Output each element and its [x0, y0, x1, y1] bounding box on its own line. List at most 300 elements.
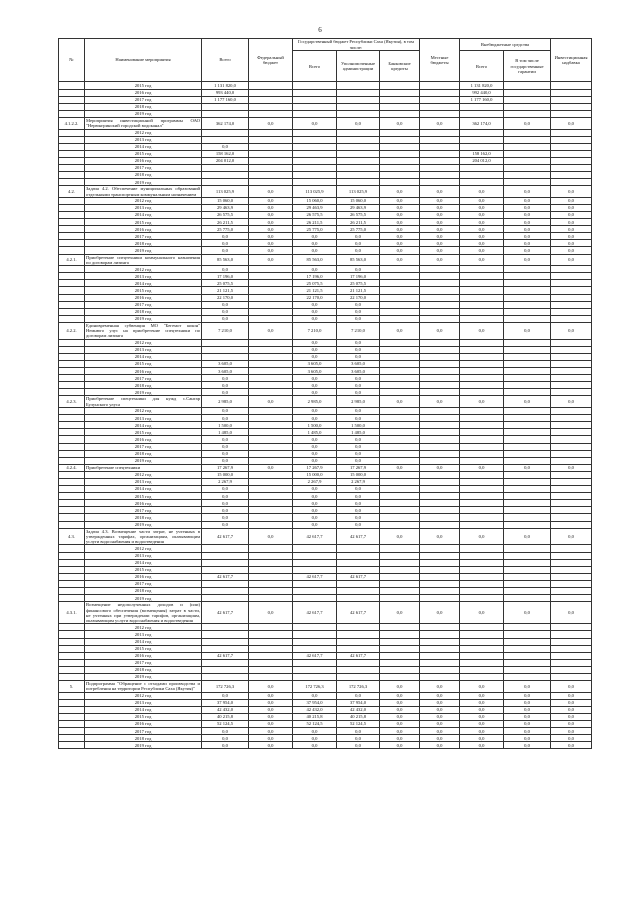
table-cell	[551, 521, 592, 528]
table-cell: 0,0	[202, 315, 249, 322]
table-cell	[249, 368, 293, 375]
table-cell: 0,0	[420, 699, 460, 706]
table-cell	[504, 164, 551, 171]
table-cell: 0,0	[380, 699, 420, 706]
table-cell: 26 575,5	[337, 212, 380, 219]
table-cell: 2012 год	[85, 624, 202, 631]
table-cell: 0,0	[551, 240, 592, 247]
table-cell	[380, 429, 420, 436]
table-cell	[460, 436, 504, 443]
table-cell	[460, 471, 504, 478]
table-cell	[337, 674, 380, 681]
table-cell	[337, 96, 380, 103]
table-cell	[460, 631, 504, 638]
table-cell: 2018 год	[85, 240, 202, 247]
table-cell: 0,0	[249, 240, 293, 247]
table-cell: 0,0	[293, 415, 337, 422]
table-cell: 0,0	[380, 204, 420, 211]
table-cell	[420, 429, 460, 436]
table-cell: 2014 год	[85, 143, 202, 150]
table-cell	[249, 652, 293, 659]
table-cell	[551, 559, 592, 566]
table-cell: 0,0	[420, 464, 460, 471]
table-cell	[420, 89, 460, 96]
table-cell	[249, 164, 293, 171]
table-cell	[293, 103, 337, 110]
table-cell: 0,0	[249, 742, 293, 749]
table-cell: 2012 год	[85, 129, 202, 136]
table-row	[59, 666, 592, 673]
table-cell: 0,0	[293, 436, 337, 443]
table-cell	[202, 103, 249, 110]
table-cell: 1 485,0	[202, 429, 249, 436]
table-cell	[460, 315, 504, 322]
table-cell	[504, 408, 551, 415]
table-cell	[551, 624, 592, 631]
table-cell: 0,0	[420, 322, 460, 339]
table-cell	[504, 294, 551, 301]
table-cell	[380, 103, 420, 110]
table-cell	[59, 674, 85, 681]
table-cell	[380, 301, 420, 308]
table-cell	[420, 638, 460, 645]
table-cell	[249, 552, 293, 559]
table-cell: 0,0	[202, 500, 249, 507]
table-cell	[380, 645, 420, 652]
table-cell: 2018 год	[85, 514, 202, 521]
table-cell: 0,0	[249, 528, 293, 545]
table-cell	[504, 450, 551, 457]
table-cell: 2017 год	[85, 728, 202, 735]
table-cell: 0,0	[460, 226, 504, 233]
table-row	[59, 96, 592, 103]
table-cell	[380, 507, 420, 514]
table-cell: 362 174,0	[202, 117, 249, 129]
table-cell	[504, 666, 551, 673]
table-cell: 0,0	[504, 699, 551, 706]
table-cell	[337, 150, 380, 157]
table-cell	[380, 566, 420, 573]
table-cell: 17 267,9	[293, 464, 337, 471]
table-cell: 0,0	[380, 735, 420, 742]
table-row	[59, 471, 592, 478]
table-cell	[59, 692, 85, 699]
table-cell: 0,0	[460, 706, 504, 713]
table-cell	[504, 308, 551, 315]
table-cell: 22 170,0	[202, 294, 249, 301]
table-cell	[460, 580, 504, 587]
table-cell	[380, 164, 420, 171]
table-cell	[337, 82, 380, 89]
table-cell	[380, 361, 420, 368]
table-row	[59, 353, 592, 360]
table-cell	[504, 624, 551, 631]
table-cell: 0,0	[504, 233, 551, 240]
table-row	[59, 179, 592, 186]
table-cell: 0,0	[551, 254, 592, 266]
table-cell	[202, 666, 249, 673]
table-cell: 4.2.2.	[59, 322, 85, 339]
table-cell	[202, 545, 249, 552]
table-cell: 0,0	[202, 521, 249, 528]
table-cell: 2 985,0	[293, 396, 337, 408]
table-cell: 42 617,7	[337, 652, 380, 659]
table-cell: 0,0	[337, 728, 380, 735]
table-cell	[504, 500, 551, 507]
table-row	[59, 389, 592, 396]
table-cell	[202, 353, 249, 360]
page-number: 6	[318, 26, 322, 34]
table-row	[59, 233, 592, 240]
table-cell	[59, 82, 85, 89]
table-cell: 0,0	[202, 514, 249, 521]
table-cell	[380, 471, 420, 478]
table-cell: 1 177 160,0	[202, 96, 249, 103]
table-cell	[337, 164, 380, 171]
table-cell: 0,0	[380, 197, 420, 204]
table-cell	[59, 559, 85, 566]
table-cell	[460, 375, 504, 382]
table-cell	[460, 308, 504, 315]
table-cell	[551, 301, 592, 308]
table-cell: 0,0	[460, 721, 504, 728]
table-cell	[504, 315, 551, 322]
table-header	[59, 39, 592, 82]
table-cell: 0,0	[293, 450, 337, 457]
table-cell: 0,0	[420, 706, 460, 713]
table-cell	[59, 164, 85, 171]
table-cell: 3 605,0	[293, 361, 337, 368]
table-cell	[59, 514, 85, 521]
table-cell: 4.3.	[59, 528, 85, 545]
table-cell	[380, 315, 420, 322]
table-cell: 0,0	[249, 226, 293, 233]
table-cell	[504, 389, 551, 396]
table-cell	[460, 500, 504, 507]
table-cell: 4.2.4.	[59, 464, 85, 471]
table-cell	[551, 666, 592, 673]
table-cell	[59, 233, 85, 240]
table-cell	[59, 346, 85, 353]
table-cell: 0,0	[293, 457, 337, 464]
table-cell	[504, 514, 551, 521]
table-cell	[59, 89, 85, 96]
table-row	[59, 89, 592, 96]
table-cell: 0,0	[551, 464, 592, 471]
table-cell: 42 432,0	[202, 706, 249, 713]
table-cell	[249, 361, 293, 368]
table-row	[59, 150, 592, 157]
table-cell: 0,0	[380, 706, 420, 713]
table-cell	[551, 588, 592, 595]
table-cell: 25 075,5	[293, 280, 337, 287]
table-cell: 17 196,0	[202, 273, 249, 280]
table-cell	[504, 266, 551, 273]
table-cell	[460, 507, 504, 514]
table-cell: 2013 год	[85, 552, 202, 559]
table-cell: 0,0	[504, 254, 551, 266]
table-cell	[249, 339, 293, 346]
table-cell	[59, 301, 85, 308]
table-cell	[380, 624, 420, 631]
table-cell: 17 196,0	[337, 273, 380, 280]
table-cell: 0,0	[380, 233, 420, 240]
table-cell: 5.	[59, 681, 85, 693]
table-cell	[460, 493, 504, 500]
table-cell	[504, 457, 551, 464]
table-row	[59, 204, 592, 211]
table-cell	[504, 82, 551, 89]
table-cell: 26 211,5	[337, 219, 380, 226]
table-cell	[460, 478, 504, 485]
table-cell: 0,0	[504, 721, 551, 728]
table-cell	[249, 580, 293, 587]
table-cell: 0,0	[293, 408, 337, 415]
table-cell	[460, 136, 504, 143]
table-cell: 0,0	[202, 493, 249, 500]
table-cell: 0,0	[460, 728, 504, 735]
table-row	[59, 507, 592, 514]
table-cell: 0,0	[551, 735, 592, 742]
table-cell: 2014 год	[85, 638, 202, 645]
table-cell	[420, 353, 460, 360]
table-cell	[551, 436, 592, 443]
table-cell: 0,0	[337, 408, 380, 415]
table-cell: 0,0	[249, 117, 293, 129]
table-cell	[380, 389, 420, 396]
table-cell	[551, 96, 592, 103]
table-cell: 2015 год	[85, 287, 202, 294]
table-cell: 0,0	[460, 197, 504, 204]
table-body	[59, 82, 592, 749]
table-cell	[380, 580, 420, 587]
table-cell	[551, 415, 592, 422]
table-cell	[202, 638, 249, 645]
table-cell: 21 121,5	[293, 287, 337, 294]
table-cell: 2015 год	[85, 713, 202, 720]
table-cell	[59, 552, 85, 559]
table-cell	[293, 552, 337, 559]
table-cell	[551, 382, 592, 389]
table-cell	[249, 82, 293, 89]
table-cell	[202, 136, 249, 143]
table-cell: 0,0	[551, 322, 592, 339]
table-cell: 2018 год	[85, 588, 202, 595]
table-cell	[551, 638, 592, 645]
table-cell: 0,0	[337, 507, 380, 514]
table-row	[59, 157, 592, 164]
table-cell	[337, 638, 380, 645]
table-cell	[460, 301, 504, 308]
table-cell	[504, 443, 551, 450]
table-cell: 0,0	[337, 346, 380, 353]
table-cell: 0,0	[551, 699, 592, 706]
table-cell: 0,0	[337, 493, 380, 500]
table-cell: 2018 год	[85, 308, 202, 315]
table-cell: 0,0	[337, 247, 380, 254]
table-cell	[551, 273, 592, 280]
table-cell	[380, 486, 420, 493]
table-cell: 2 985,0	[202, 396, 249, 408]
table-cell: 42 617,7	[293, 602, 337, 624]
section-row	[59, 528, 592, 545]
table-cell	[504, 143, 551, 150]
table-cell	[420, 361, 460, 368]
table-cell: 0,0	[337, 233, 380, 240]
table-cell: 0,0	[460, 692, 504, 699]
table-cell	[59, 713, 85, 720]
table-cell	[420, 595, 460, 602]
table-cell: 0,0	[420, 713, 460, 720]
table-cell	[249, 443, 293, 450]
table-cell: 0,0	[420, 742, 460, 749]
header-state-bank: Банковские кредиты	[380, 51, 420, 82]
table-cell: 25 775,0	[293, 226, 337, 233]
table-cell: 0,0	[504, 528, 551, 545]
table-cell	[293, 624, 337, 631]
table-cell: 42 617,7	[337, 573, 380, 580]
table-cell: 0,0	[504, 226, 551, 233]
table-cell: 204 012,0	[202, 157, 249, 164]
header-federal: Федеральный бюджет	[249, 39, 293, 82]
table-cell: 0,0	[460, 528, 504, 545]
table-cell: 0,0	[202, 436, 249, 443]
table-cell: 15 060,0	[202, 197, 249, 204]
table-cell	[59, 493, 85, 500]
section-row	[59, 602, 592, 624]
table-cell	[460, 486, 504, 493]
table-cell: 2016 год	[85, 436, 202, 443]
table-cell: 0,0	[293, 315, 337, 322]
table-cell: 0,0	[460, 322, 504, 339]
table-cell	[293, 164, 337, 171]
table-cell: 0,0	[293, 728, 337, 735]
table-cell: 52 124,5	[337, 721, 380, 728]
table-cell: 0,0	[202, 308, 249, 315]
table-cell: Задача 4.3. Возмещение части затрат, не учтенных в утвержденных тарифах, организациям, оказывающим услуги водоснабжения и водоотведения	[86, 528, 200, 545]
table-cell: 0,0	[249, 735, 293, 742]
table-cell	[504, 368, 551, 375]
table-cell: 2019 год	[85, 315, 202, 322]
table-cell	[420, 631, 460, 638]
table-cell	[293, 82, 337, 89]
table-cell	[460, 559, 504, 566]
table-cell	[504, 150, 551, 157]
table-cell: 52 124,5	[293, 721, 337, 728]
table-cell	[337, 595, 380, 602]
table-cell	[460, 110, 504, 117]
table-cell: 0,0	[551, 197, 592, 204]
table-row	[59, 408, 592, 415]
table-cell	[249, 150, 293, 157]
table-cell: 2016 год	[85, 500, 202, 507]
table-cell	[380, 521, 420, 528]
table-cell: 1 485,0	[337, 429, 380, 436]
table-cell: 2012 год	[85, 339, 202, 346]
table-cell	[551, 652, 592, 659]
table-cell	[551, 136, 592, 143]
table-cell	[380, 382, 420, 389]
table-cell	[380, 110, 420, 117]
table-cell	[337, 136, 380, 143]
table-cell	[460, 382, 504, 389]
table-cell	[460, 545, 504, 552]
table-cell	[460, 346, 504, 353]
table-cell: 0,0	[420, 681, 460, 693]
table-cell: 0,0	[551, 233, 592, 240]
table-row	[59, 692, 592, 699]
table-cell	[504, 157, 551, 164]
table-cell: 2017 год	[85, 233, 202, 240]
table-cell: 0,0	[551, 728, 592, 735]
table-cell: 2017 год	[85, 507, 202, 514]
table-cell: Приобретение спецтехники коммунального назначения по договорам лизинга	[86, 254, 200, 265]
table-cell: 2019 год	[85, 595, 202, 602]
table-cell	[249, 588, 293, 595]
table-cell	[380, 129, 420, 136]
table-cell	[420, 408, 460, 415]
table-cell: 25 775,0	[202, 226, 249, 233]
table-cell	[249, 266, 293, 273]
table-cell: 15 000,0	[202, 471, 249, 478]
table-cell: 0,0	[249, 699, 293, 706]
table-cell	[420, 450, 460, 457]
table-cell	[380, 595, 420, 602]
table-cell: 0,0	[420, 212, 460, 219]
table-cell: 0,0	[420, 396, 460, 408]
table-cell: 0,0	[460, 602, 504, 624]
table-cell: 0,0	[420, 602, 460, 624]
table-cell	[293, 588, 337, 595]
table-row	[59, 464, 592, 471]
table-cell: 1 500,0	[202, 422, 249, 429]
table-cell: 2019 год	[85, 389, 202, 396]
table-cell	[59, 666, 85, 673]
table-cell	[380, 666, 420, 673]
table-cell: 0,0	[337, 692, 380, 699]
table-row	[59, 339, 592, 346]
table-cell: 0,0	[337, 117, 380, 129]
table-cell	[504, 595, 551, 602]
table-cell: 0,0	[202, 457, 249, 464]
table-cell: 37 954,0	[293, 699, 337, 706]
table-cell	[337, 143, 380, 150]
table-cell: 0,0	[337, 415, 380, 422]
table-cell	[202, 674, 249, 681]
table-cell: 1 177 160,0	[460, 96, 504, 103]
table-cell: 26 211,5	[202, 219, 249, 226]
table-cell	[504, 96, 551, 103]
table-cell	[420, 266, 460, 273]
table-cell	[504, 280, 551, 287]
table-row	[59, 652, 592, 659]
table-row	[59, 638, 592, 645]
table-cell: 0,0	[420, 219, 460, 226]
table-cell	[551, 422, 592, 429]
table-cell	[249, 573, 293, 580]
table-cell: 158 162,0	[460, 150, 504, 157]
table-cell	[504, 361, 551, 368]
table-row	[59, 110, 592, 117]
table-cell: 17 267,9	[337, 464, 380, 471]
table-cell: 2018 год	[85, 172, 202, 179]
table-cell: 2014 год	[85, 422, 202, 429]
table-cell: 0,0	[504, 219, 551, 226]
table-row	[59, 219, 592, 226]
section-row	[59, 681, 592, 693]
table-cell	[337, 631, 380, 638]
table-cell: 0,0	[380, 602, 420, 624]
